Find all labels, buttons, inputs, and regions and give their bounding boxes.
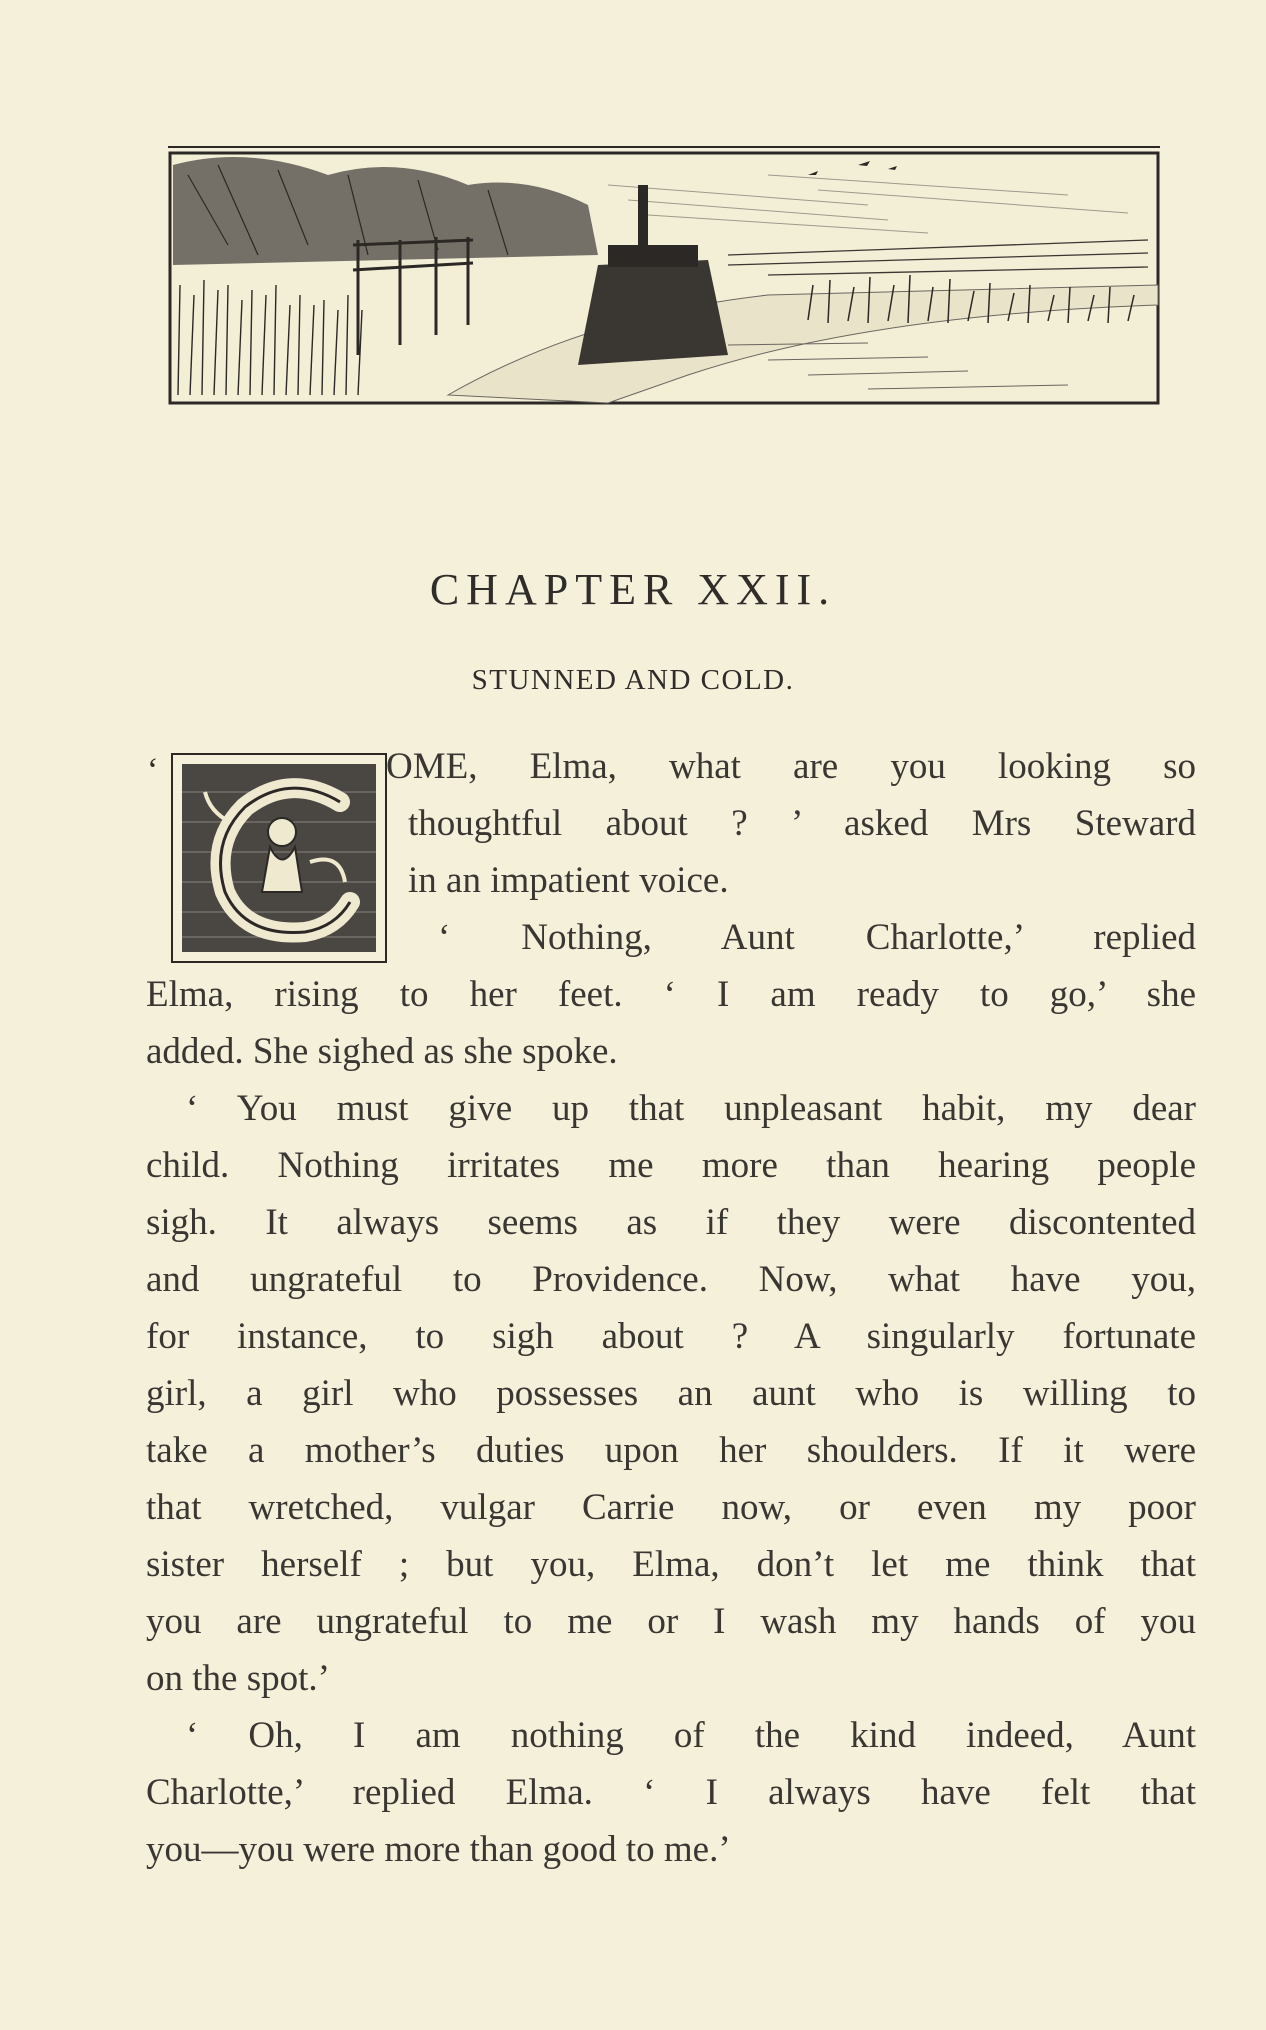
text-line: in an impatient voice.	[408, 860, 729, 901]
text-line: sister herself ; but you, Elma, don’t let me think that	[146, 1544, 1196, 1585]
text-line: ‘ Nothing, Aunt Charlotte,’ replied	[438, 917, 1196, 958]
text-line: OME, Elma, what are you looking so	[386, 746, 1196, 787]
chapter-title: CHAPTER XXII.	[429, 565, 837, 614]
landscape-engraving-icon	[168, 145, 1160, 407]
text-line: sigh. It always seems as if they were discontented	[146, 1202, 1196, 1243]
chapter-subtitle: STUNNED AND COLD.	[471, 664, 795, 696]
text-line: added. She sighed as she spoke.	[146, 1031, 618, 1072]
text-line: child. Nothing irritates me more than hearing people	[146, 1145, 1196, 1186]
text-line: that wretched, vulgar Carrie now, or even my poor	[146, 1487, 1196, 1528]
ornamental-initial-c-icon	[170, 752, 388, 964]
headpiece-illustration	[168, 145, 1160, 407]
text-line: Elma, rising to her feet. ‘ I am ready to go,’ she	[146, 974, 1196, 1015]
text-line: ‘ Oh, I am nothing of the kind indeed, Aunt	[186, 1715, 1196, 1756]
opening-quote-mark: ‘	[147, 752, 159, 789]
text-line: girl, a girl who possesses an aunt who is willing to	[146, 1373, 1196, 1414]
text-line: you—you were more than good to me.’	[146, 1829, 731, 1870]
text-line: and ungrateful to Providence. Now, what have you,	[146, 1259, 1196, 1300]
text-line: Charlotte,’ replied Elma. ‘ I always have felt that	[146, 1772, 1196, 1813]
text-line: for instance, to sigh about ? A singularly fortunate	[146, 1316, 1196, 1357]
drop-cap	[170, 752, 388, 964]
text-line: thoughtful about ? ’ asked Mrs Steward	[408, 803, 1196, 844]
text-line: ‘ You must give up that unpleasant habit, my dear	[186, 1088, 1196, 1129]
text-line: take a mother’s duties upon her shoulders. If it were	[146, 1430, 1196, 1471]
text-line: on the spot.’	[146, 1658, 330, 1699]
text-line: you are ungrateful to me or I wash my hands of you	[146, 1601, 1196, 1642]
